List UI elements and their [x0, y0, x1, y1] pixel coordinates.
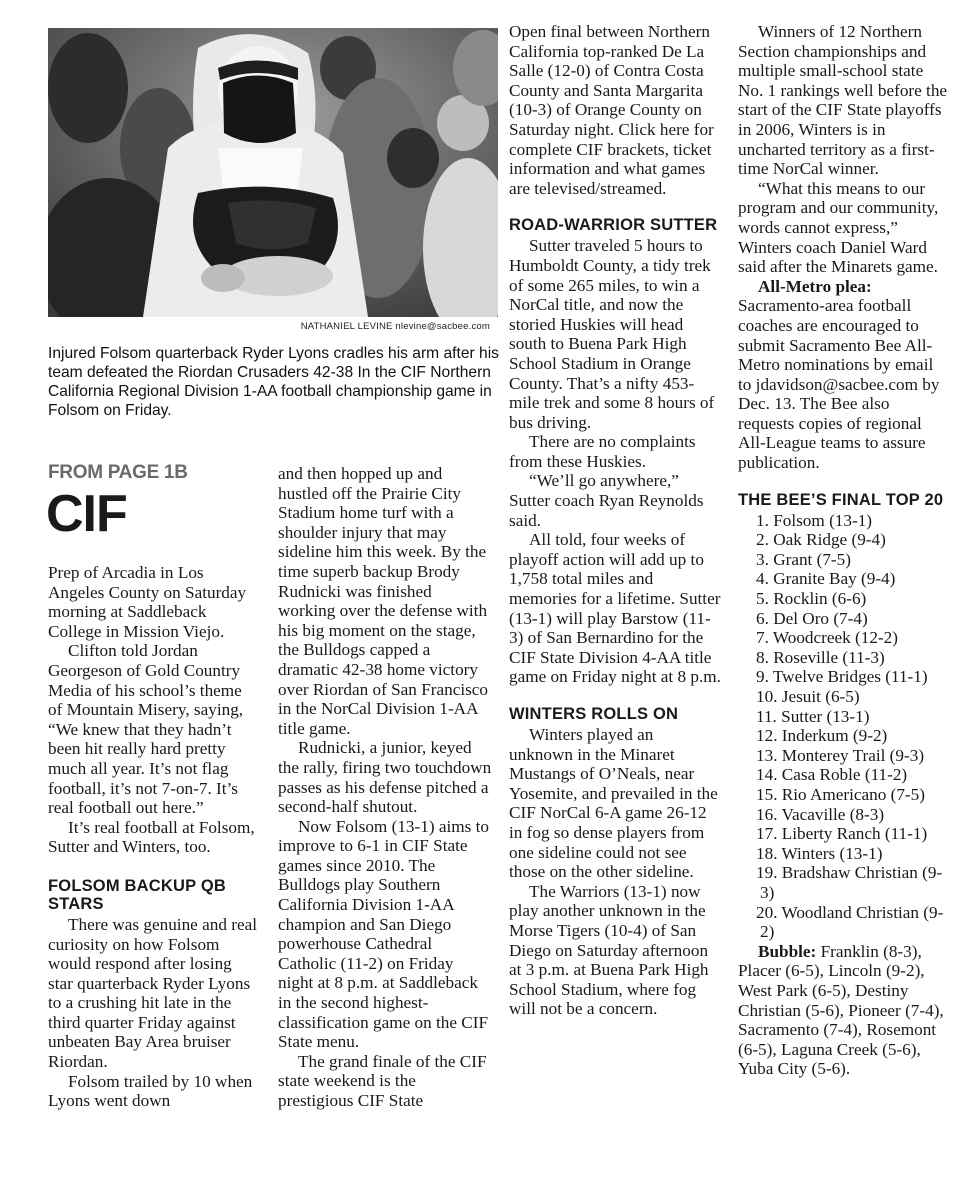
- paragraph-lead: All-Metro plea:: [758, 276, 872, 296]
- paragraph: The grand finale of the CIF state weekend is the prestigious CIF State: [278, 1051, 487, 1110]
- paragraph: “We’ll go anywhere,” Sutter coach Ryan Reynolds said.: [509, 471, 704, 530]
- subheading: THE BEE’S FINAL TOP 20: [738, 490, 944, 509]
- paragraph: The Warriors (13-1) now play another unknown in the Morse Tigers (10-4) of San Diego on Saturday afternoon at 3 p.m. at Buena Park High School Stadium, where fog will not be a concern.: [509, 881, 709, 1019]
- paragraph: All told, four weeks of playoff action will add up to 1,758 total miles and memories for a lifetime. Sutter (13-1) will play Barstow (11-3) of San Bernardino for the CIF State Division 4-AA title game on Friday night at 8 p.m.: [509, 530, 721, 687]
- top20-list: [738, 511, 950, 942]
- paragraph: Open final between Northern California top-ranked De La Salle (12-0) of Contra Costa County and Santa Margarita (10-3) of Orange County on Saturday night. Click here for complete CIF brackets, ticket information and what games are televised/streamed.: [509, 22, 714, 198]
- list-item: 15. Rio Americano (7-5): [756, 784, 925, 804]
- list-item: 9. Twelve Bridges (11-1): [756, 667, 928, 687]
- list-item: 16. Vacaville (8-3): [756, 804, 885, 824]
- list-item: 14. Casa Roble (11-2): [756, 765, 908, 785]
- list-item: 2. Oak Ridge (9-4): [756, 530, 886, 550]
- article-column-3: [509, 22, 721, 1019]
- paragraph: Clifton told Jordan Georgeson of Gold Country Media of his school’s theme of Mountain Misery, saying, “We knew that they hadn’t been hit really hard pretty much all year. It’s not flag football, it’s not 7-on-7. It’s real football out here.”: [48, 641, 244, 818]
- article-headline: CIF: [46, 485, 127, 543]
- paragraph: Winters played an unknown in the Minaret Mustangs of O’Neals, near Yosemite, and prevailed in the CIF NorCal 6-A game 26-12 in fog so dense players from one sideline could not see those on the other sideline.: [509, 725, 718, 882]
- paragraph-text: Sacramento-area football coaches are encouraged to submit Sacramento Bee All-Metro nominations by email to jdavidson@sacbee.com by Dec. 13. The Bee also requests copies of regional All-League teams to assure publication.: [738, 296, 940, 473]
- news-photo: [48, 28, 498, 317]
- list-item: 7. Woodcreek (12-2): [756, 628, 898, 648]
- section-kicker: FROM PAGE 1B: [48, 462, 188, 483]
- list-item: 3. Grant (7-5): [756, 549, 851, 569]
- list-item: 19. Bradshaw Christian (9-3): [756, 863, 943, 902]
- list-item: 6. Del Oro (7-4): [756, 608, 868, 628]
- paragraph: It’s real football at Folsom, Sutter and Winters, too.: [48, 817, 255, 857]
- paragraph: [738, 277, 950, 473]
- paragraph: [738, 942, 950, 1079]
- paragraph: “What this means to our program and our community, words cannot express,” Winters coach Daniel Ward said after the Minarets game.: [738, 178, 939, 277]
- paragraph: Prep of Arcadia in Los Angeles County on Saturday morning at Saddleback College in Mission Viejo.: [48, 563, 247, 641]
- paragraph: Rudnicki, a junior, keyed the rally, firing two touchdown passes as his defense pitched a second-half shutout.: [278, 738, 492, 817]
- paragraph: Now Folsom (13-1) aims to improve to 6-1 in CIF State games since 2010. The Bulldogs play Southern California Division 1-AA champion and San Diego powerhouse Cathedral Catholic (11-2) on Friday night at 8 p.m. at Saddleback in the second highest-classification game on the CIF State menu.: [278, 816, 489, 1052]
- list-item: 17. Liberty Ranch (11-1): [756, 824, 928, 844]
- article-column-2: [278, 464, 492, 1111]
- paragraph: and then hopped up and hustled off the Prairie City Stadium home turf with a shoulder injury that may sideline him this week. By the time superb backup Brody Rudnicki was finished working over the defense with his big moment on the stage, the Bulldogs capped a dramatic 42-38 home victory over Riordan of San Francisco in the NorCal Division 1-AA title game.: [278, 464, 489, 738]
- list-item: 8. Roseville (11-3): [756, 647, 885, 667]
- subheading: WINTERS ROLLS ON: [509, 705, 679, 723]
- paragraph-text: Franklin (8-3), Placer (6-5), Lincoln (9-2), West Park (6-5), Destiny Christian (5-6), Pioneer (7-4), Sacramento (7-4), Rosemont (6-5), Laguna Creek (5-6), Yuba City (5-6).: [738, 941, 944, 1079]
- list-item: 10. Jesuit (6-5): [756, 687, 860, 706]
- list-item: 1. Folsom (13-1): [756, 510, 873, 530]
- article-column-4: [738, 22, 950, 1079]
- list-item: 13. Monterey Trail (9-3): [756, 745, 925, 765]
- paragraph-lead: Bubble:: [758, 941, 817, 961]
- photo-credit: NATHANIEL LEVINE nlevine@sacbee.com: [300, 321, 490, 332]
- list-item: 20. Woodland Christian (9-2): [756, 902, 944, 942]
- paragraph: Sutter traveled 5 hours to Humboldt County, a tidy trek of some 265 miles, to win a NorCal title, and now the storied Huskies will head south to Buena Park High School Stadium in Orange County. That’s a nifty 453-mile trek and some 8 hours of bus driving.: [509, 236, 715, 432]
- subheading: ROAD-WARRIOR SUTTER: [509, 216, 718, 235]
- paragraph: Winners of 12 Northern Section championships and multiple small-school state No. 1 rankings well before the start of the CIF State playoffs in 2006, Winters is in uncharted territory as a first-time NorCal winner.: [738, 22, 948, 179]
- list-item: 5. Rocklin (6-6): [756, 589, 867, 609]
- paragraph: There are no complaints from these Huskies.: [509, 432, 696, 471]
- photo-caption: Injured Folsom quarterback Ryder Lyons cradles his arm after his team defeated the Riordan Crusaders 42-38 In the CIF Northern California Regional Division 1-AA football championship game in Folsom on Friday.: [48, 345, 499, 419]
- list-item: 11. Sutter (13-1): [756, 706, 870, 726]
- photo-illustration: [48, 28, 498, 317]
- list-item: 4. Granite Bay (9-4): [756, 569, 896, 589]
- list-item: 12. Inderkum (9-2): [756, 726, 888, 746]
- paragraph: There was genuine and real curiosity on how Folsom would respond after losing star quarterback Ryder Lyons to a crushing hit late in the third quarter Friday against unbeaten Bay Area bruiser Riordan.: [48, 914, 257, 1072]
- article-column-1: [48, 563, 258, 1111]
- paragraph: Folsom trailed by 10 when Lyons went down: [48, 1071, 253, 1111]
- subheading: FOLSOM BACKUP QB STARS: [48, 876, 226, 913]
- list-item: 18. Winters (13-1): [756, 843, 883, 863]
